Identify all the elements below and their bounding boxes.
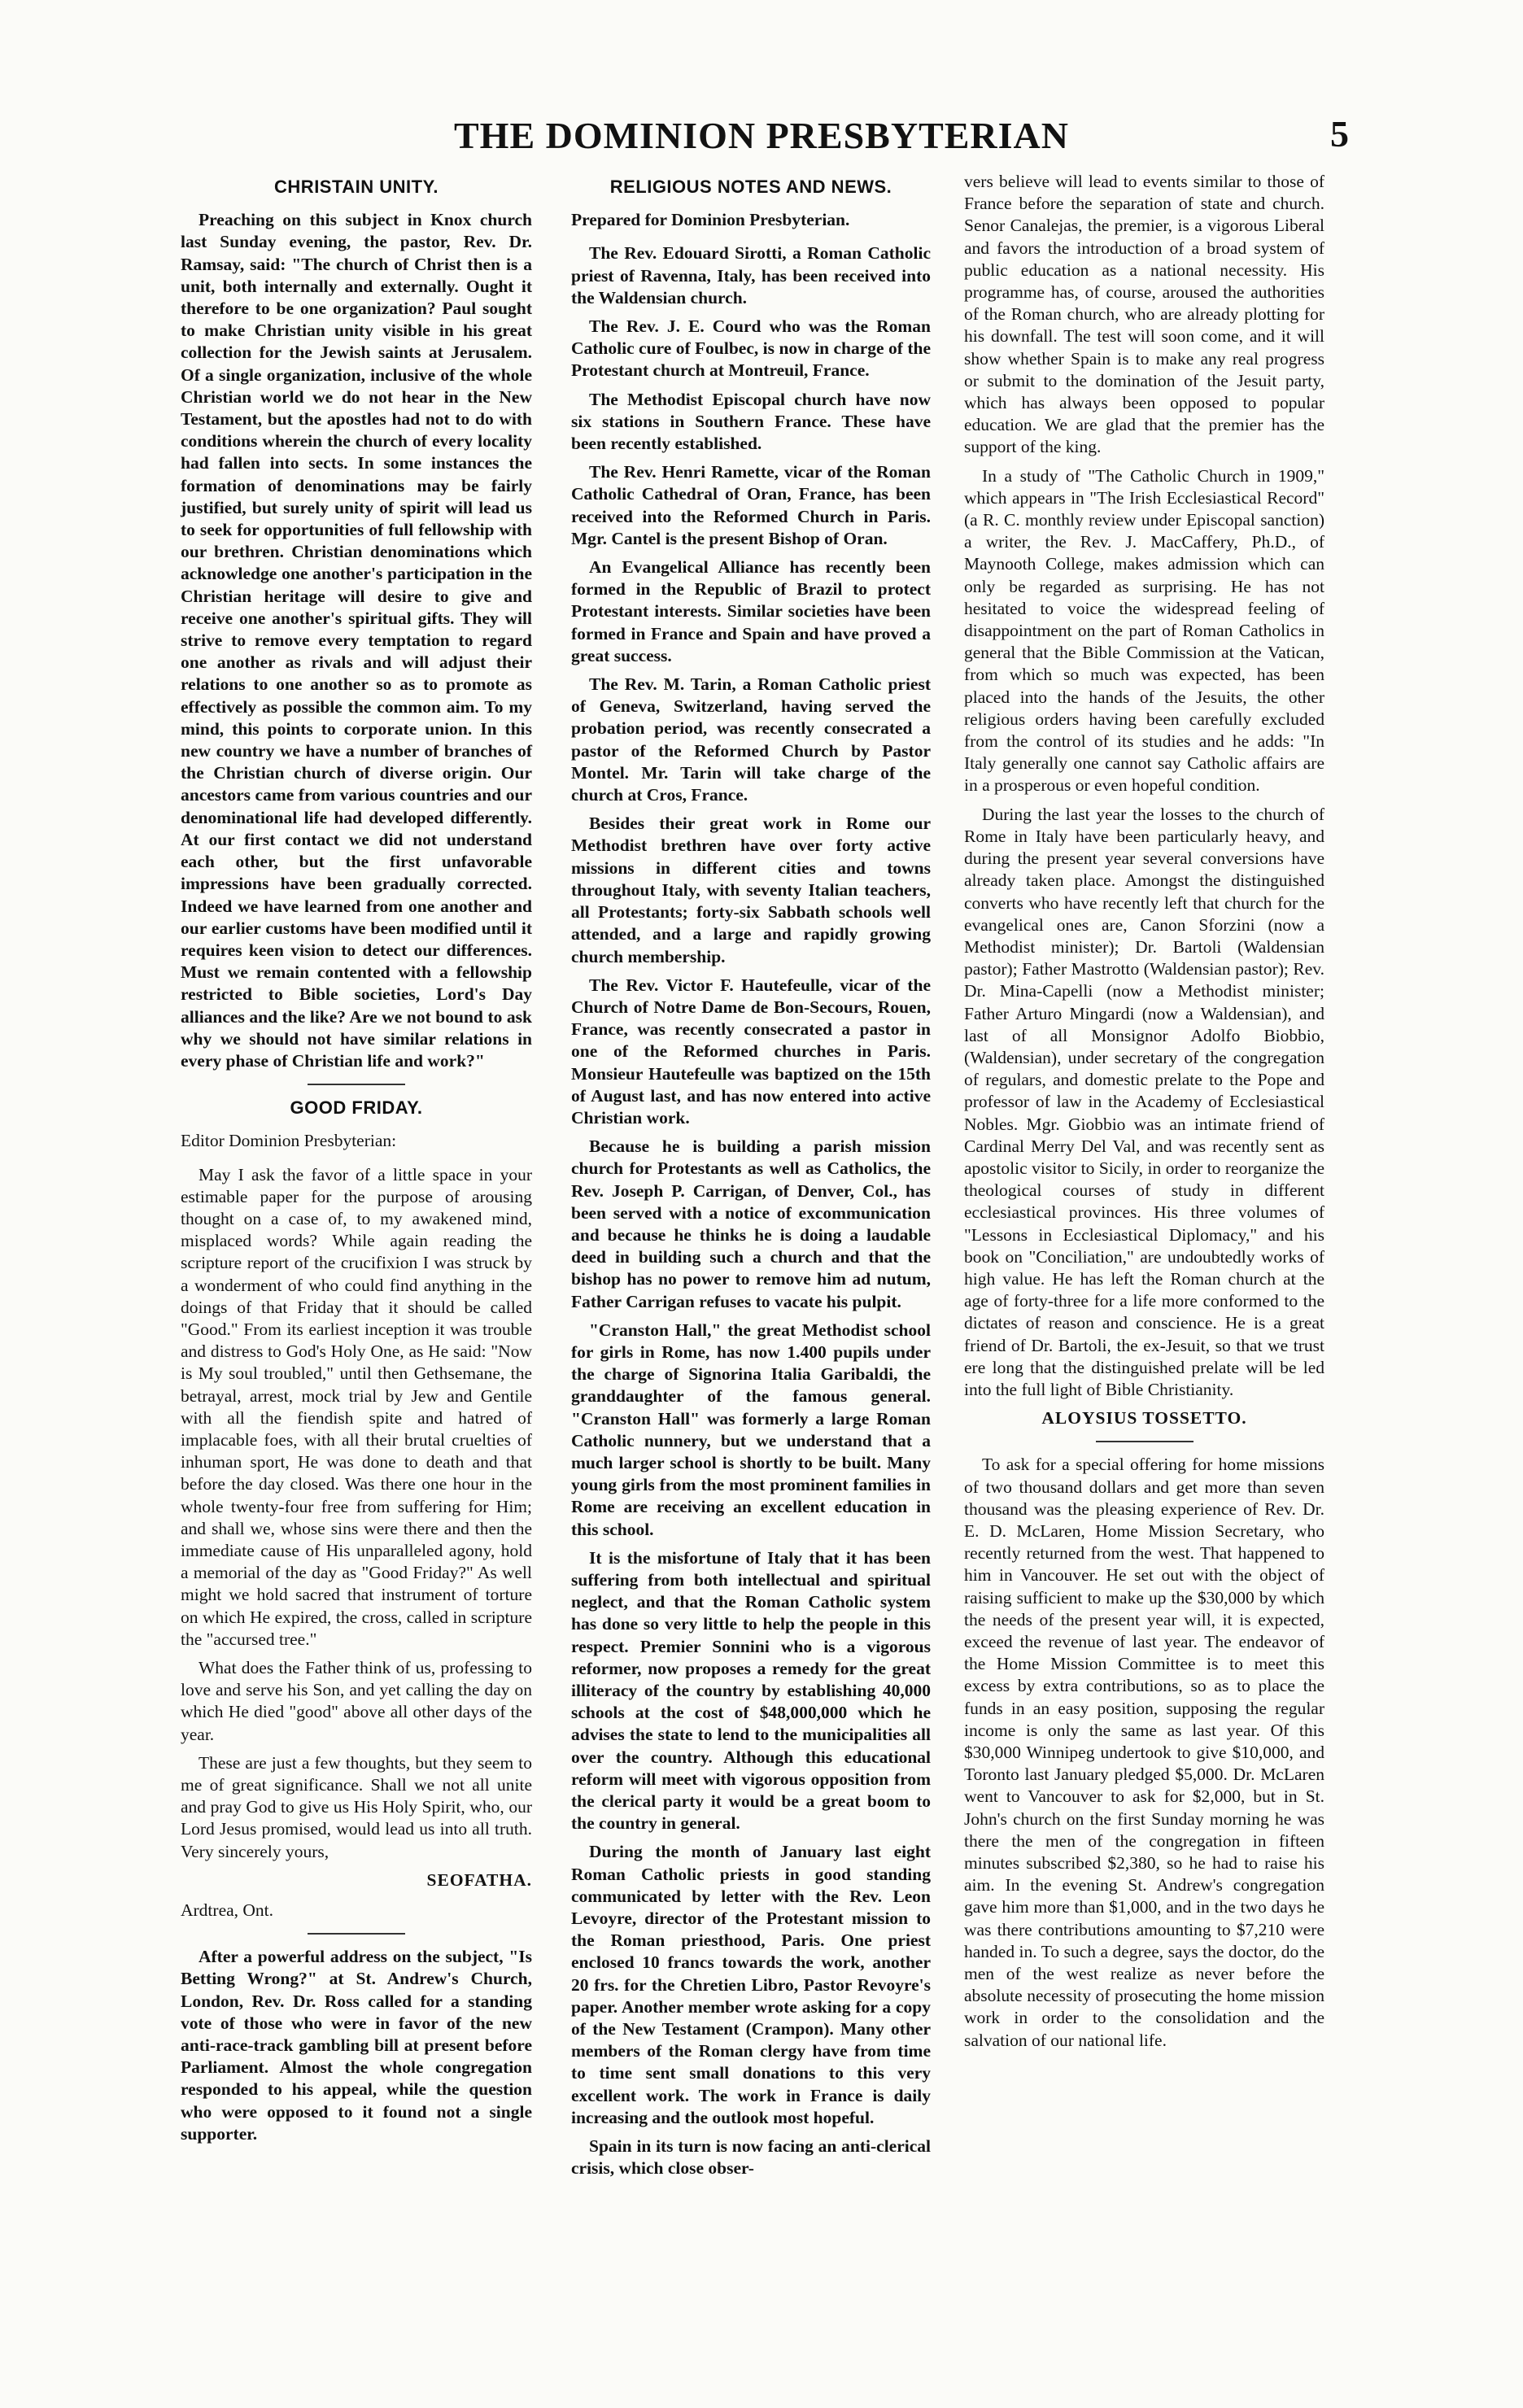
news-item: The Rev. J. E. Courd who was the Roman Catholic cure of Foulbec, is now in charge of the Protestant church at Montreuil, France. (571, 316, 931, 381)
section-byline: Prepared for Dominion Presbyterian. (571, 210, 850, 230)
letter-paragraph: May I ask the favor of a little space in your estimable paper for the purpose of arousing thought on a case of, to my awakened mind, misplaced words? While again reading the scripture report of the crucifixion I was struck by a wonderment of who could find anything in the doings of that Friday that it should be called "Good." From its earliest inception it was trouble and distress to God's Holy One, as He said: "Now is My soul troubled," until then Gethsemane, the betrayal, arrest, mock trial by Jew and Gentile with all the fiendish spite and hatred of implacable foes, with all their brutal cruelties of inhuman sport, He was done to death and that before the day closed. Was there one hour in the whole twenty-four free from suffering for Him; and shall we, whose sins were there and then the immediate cause of His unparalleled agony, hold a memorial of the day as "Good Friday?" As well might we hold sacred that instrument of torture on which He expired, the cross, called in scripture the "accursed tree." (181, 1164, 532, 1649)
divider (308, 1084, 405, 1085)
article-christian-unity: Preaching on this subject in Knox church last Sunday evening, the pastor, Rev. Dr. Ramsay, said: "The church of Christ then is a unit, both internally and externally. Ought it therefore to be one organization? Paul sought to make Christian unity visible in his great collection for the Jewish saints at Jerusalem. Of a single organization, inclusive of the whole Christian world we do not hear in the New Testament, but the apostles had not to do with conditions wherein the church of every locality had fallen into sects. In some instances the formation of denominations may be fairly justified, but surely unity of spirit will lead us to seek for opportunities of full fellowship with our brethren. Christian denominations which acknowledge one another's participation in the Christian heritage will desire to give and receive one another's spiritual gifts. They will strive to remove every temptation to regard one another as rivals and will adjust their relations to one another so as to promote as effectively as possible the common aim. To my mind, this points to corporate union. In this new country we have a number of branches of the Christian church of diverse origin. Our ancestors came from various countries and our denominational life had developed differently. At our first contact we did not understand each other, but the first unfavorable impressions have been gradually corrected. Indeed we have learned from one another and our earlier customs have been modified until it requires keen vision to detect our differences. Must we remain contented with a fellowship restricted to Bible societies, Lord's Day alliances and the like? Are we not bound to ask why we should not have similar relations in every phase of Christian life and work?" (181, 210, 532, 1071)
news-item: The Rev. M. Tarin, a Roman Catholic priest of Geneva, Switzerland, having served the probation period, was recently consecrated a pastor of the Reformed Church by Pastor Montel. Mr. Tarin will take charge of the church at Cros, France. (571, 674, 931, 805)
heading-good-friday: GOOD FRIDAY. (290, 1097, 423, 1119)
news-item: Spain in its turn is now facing an anti-clerical crisis, which close obser- (571, 2136, 931, 2179)
news-item: To ask for a special offering for home missions of two thousand dollars and get more than seven thousand was the pleasing experience of Rev. Dr. E. D. McLaren, Home Mission Secretary, who recently returned from the west. That happened to him in Vancouver. He set out with the object of raising sufficient to make up the $30,000 by which the needs of the present year will, it is expected, exceed the revenue of last year. The endeavor of the Home Mission Committee is to meet this excess by extra contributions, so as to place the funds in an easy position, supposing the regular income is only the same as last year. Of this $30,000 Winnipeg undertook to give $10,000, and Toronto last January pledged $5,000. Dr. McLaren went to Vancouver to ask for $2,000, but in St. John's church on the first Sunday morning he was there the men of the congregation in fifteen minutes subscribed $2,380, so he had to raise his aim. In the evening St. Andrew's congregation gave him more than $1,000, and in the two days he was there contributions amounting to $7,210 were handed in. To such a degree, says the doctor, do the men of the west realize as never before the absolute necessity of prosecuting the home mission work in order to the consolidation and the salvation of our national life. (964, 1455, 1324, 2050)
news-item: In a study of "The Catholic Church in 1909," which appears in "The Irish Ecclesiastical Record" (a R. C. monthly review under Episcopal sanction) a writer, the Rev. J. MacCaffery, Ph.D., of Maynooth College, makes admission which can only be regarded as surprising. He has not hesitated to voice the widespread feeling of disappointment on the part of Roman Catholics in general that the Bible Commission at the Vatican, from which so much was expected, has been placed into the hands of the Jesuits, the other religious orders having been carefully excluded from the control of its studies and he adds: "In Italy generally one cannot say Catholic affairs are in a prosperous or even hopeful condition. (964, 465, 1324, 796)
news-item: The Rev. Victor F. Hautefeulle, vicar of the Church of Notre Dame de Bon-Secours, Rouen, France, was recently consecrated a pastor in one of the Reformed churches in Paris. Monsieur Hautefeulle was baptized on the 15th of August last, and has now entered into active Christian work. (571, 975, 931, 1128)
divider (1096, 1441, 1194, 1442)
letter-paragraph: What does the Father think of us, professing to love and serve his Son, and yet calling the day on which He died "good" above all other days of the year. (181, 1658, 532, 1744)
news-item: The Methodist Episcopal church have now six stations in Southern France. These have been recently established. (571, 389, 931, 454)
news-item: Because he is building a parish mission church for Protestants as well as Catholics, the Rev. Joseph P. Carrigan, of Denver, Col., has been served with a notice of excommunication and because he thinks he is doing a laudable deed in building such a church and that the bishop has no power to remove him ad nutum, Father Carrigan refuses to vacate his pulpit. (571, 1136, 931, 1311)
heading-religious-notes: RELIGIOUS NOTES AND NEWS. (609, 177, 892, 197)
news-item: "Cranston Hall," the great Methodist school for girls in Rome, has now 1.400 pupils under the charge of Signorina Italia Garibaldi, the granddaughter of the famous general. "Cranston Hall" was formerly a large Roman Catholic nunnery, but we understand that a much larger school is shortly to be built. Many young girls from the most prominent families in Rome are receiving an excellent education in this school. (571, 1320, 931, 1539)
divider (308, 1933, 405, 1935)
letter-signature: SEOFATHA. (426, 1869, 532, 1890)
article-signature: ALOYSIUS TOSSETTO. (1041, 1408, 1247, 1429)
heading-christian-unity: CHRISTAIN UNITY. (274, 177, 439, 197)
news-item: The Rev. Edouard Sirotti, a Roman Catholic priest of Ravenna, Italy, has been received into the Waldensian church. (571, 243, 931, 308)
article-betting: After a powerful address on the subject, "Is Betting Wrong?" at St. Andrew's Church, London, Rev. Dr. Ross called for a standing vote of those who were in favor of the new anti-race-track gambling bill at present before Parliament. Almost the whole congregation responded to his appeal, while the question who were opposed to it found not a single supporter. (181, 1947, 532, 2144)
column-middle (571, 171, 931, 2186)
masthead-title: THE DOMINION PRESBYTERIAN (454, 115, 1069, 156)
news-item: The Rev. Henri Ramette, vicar of the Roman Catholic Cathedral of Oran, France, has been received into the Reformed Church in Paris. Mgr. Cantel is the present Bishop of Oran. (571, 462, 931, 548)
letter-place: Ardtrea, Ont. (181, 1900, 274, 1921)
news-item: vers believe will lead to events similar to those of France before the separation of state and church. Senor Canalejas, the premier, is a vigorous Liberal and favors the introduction of a broad system of public education as a national necessity. His programme has, of course, aroused the authorities of the Roman church, who are already plotting for his downfall. The test will soon come, and it will show whether Spain is to make any real progress or submit to the domination of the Jesuit party, which has always been opposed to popular education. We are glad that the premier has the support of the king. (964, 172, 1324, 457)
news-item: Besides their great work in Rome our Methodist brethren have over forty active missions in different cities and towns throughout Italy, with seventy Italian teachers, all Protestants; forty-six Sabbath schools well attended, and a large and rapidly growing church membership. (571, 814, 931, 966)
page-number: 5 (1330, 113, 1349, 155)
letter-paragraph: These are just a few thoughts, but they seem to me of great significance. Shall we not all unite and pray God to give us His Holy Spirit, who, our Lord Jesus promised, would lead us into all truth. Very sincerely yours, (181, 1752, 532, 1861)
news-item: An Evangelical Alliance has recently been formed in the Republic of Brazil to protect Protestant interests. Similar societies have been formed in France and Spain and have proved a great success. (571, 557, 931, 665)
news-item: During the month of January last eight Roman Catholic priests in good standing communicated by letter with the Rev. Leon Levoyre, director of the Protestant mission to the Roman priesthood, Paris. One priest enclosed 10 francs towards the work, another 20 frs. for the Chretien Libro, Pastor Revoyre's paper. Another member wrote asking for a copy of the New Testament (Crampon). Many other members of the Roman clergy have from time to time sent small donations to this very excellent work. The work in France is daily increasing and the outlook most hopeful. (571, 1842, 931, 2127)
letter-salutation: Editor Dominion Presbyterian: (181, 1131, 397, 1151)
column-right (964, 171, 1324, 2058)
news-item: It is the misfortune of Italy that it has been suffering from both intellectual and spiritual neglect, and that the Roman Catholic system has done so very little to help the people in this respect. Premier Sonnini who is a vigorous reformer, now proposes a remedy for the great illiteracy of the country by establishing 40,000 schools at the cost of $48,000,000 which he advises the state to lend to the municipalities all over the country. Although this educational reform will meet with vigorous opposition from the clerical party it would be a great boom to the country in general. (571, 1547, 931, 1834)
news-item: During the last year the losses to the church of Rome in Italy have been particularly heavy, and during the present year several conversions have already taken place. Amongst the distinguished converts who have recently left that church for the evangelical ones are, Canon Sforzini (now a Methodist minister); Dr. Bartoli (Waldensian pastor); Father Mastrotto (Waldensian pastor); Rev. Dr. Mina-Capelli (now a Methodist minister; Father Arturo Mingardi (now a Waldensian), and last of all Monsignor Adolfo Biobbio, (Waldensian), under secretary of the congregation of regulars, and domestic prelate to the Pope and professor of law in the Academy of Ecclesiastical Nobles. Mgr. Giobbio was an intimate friend of Cardinal Merry Del Val, and was recently sent as apostolic visitor to Sicily, in order to reorganize the theological courses of study in different ecclesiastical provinces. His three volumes of "Lessons in Ecclesiastical Diplomacy," and his book on "Conciliation," are undoubtedly works of high value. He has left the Roman church at the age of forty-three for a life more conformed to the dictates of reason and conscience. He is a great friend of Dr. Bartoli, the ex-Jesuit, so that we trust ere long that the distinguished prelate will be led into the full light of Bible Christianity. (964, 804, 1324, 1399)
column-left (181, 171, 532, 2152)
